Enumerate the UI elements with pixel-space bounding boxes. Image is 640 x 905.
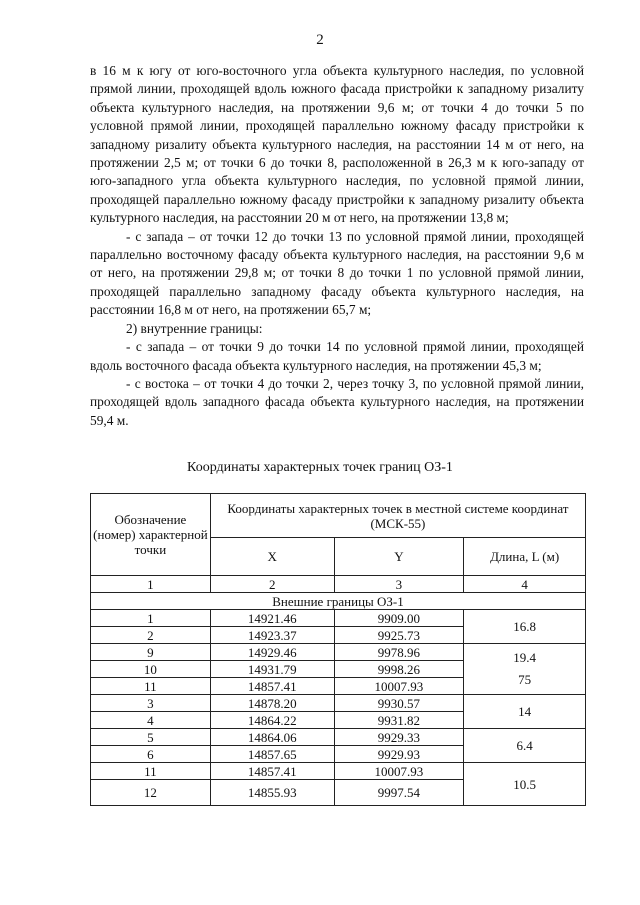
paragraph: 2) внутренние границы: bbox=[126, 320, 263, 336]
column-numbers-row bbox=[91, 576, 586, 593]
point-number: 4 bbox=[91, 712, 211, 729]
table-title: Координаты характерных точек границ ОЗ-1 bbox=[187, 460, 453, 475]
point-number: 5 bbox=[91, 729, 211, 746]
column-number: 1 bbox=[91, 576, 211, 593]
table-row bbox=[91, 763, 586, 780]
table-row bbox=[91, 644, 586, 661]
table-row bbox=[91, 695, 586, 712]
coord-y: 10007.93 bbox=[334, 763, 464, 780]
length-value: 19.4 bbox=[513, 650, 536, 665]
point-number: 11 bbox=[91, 678, 211, 695]
coord-y: 9998.26 bbox=[334, 661, 464, 678]
point-number: 2 bbox=[91, 627, 211, 644]
coord-x: 14857.41 bbox=[210, 763, 334, 780]
coord-x: 14864.06 bbox=[210, 729, 334, 746]
length-cell: 6.4 bbox=[464, 729, 586, 763]
paragraph: - с запада – от точки 9 до точки 14 по условной прямой линии, проходящей вдоль восточного фасада объекта культурного наследия, на протяжении 45,3 м; bbox=[90, 339, 584, 373]
coord-y: 9978.96 bbox=[334, 644, 464, 661]
coordinates-table bbox=[90, 493, 586, 806]
header-x: X bbox=[210, 538, 334, 576]
coord-y: 10007.93 bbox=[334, 678, 464, 695]
coord-y: 9929.93 bbox=[334, 746, 464, 763]
table-row bbox=[91, 610, 586, 627]
coord-x: 14857.65 bbox=[210, 746, 334, 763]
point-number: 9 bbox=[91, 644, 211, 661]
coord-x: 14878.20 bbox=[210, 695, 334, 712]
section-label: Внешние границы ОЗ-1 bbox=[91, 593, 586, 610]
column-number: 2 bbox=[210, 576, 334, 593]
coord-y: 9929.33 bbox=[334, 729, 464, 746]
point-number: 6 bbox=[91, 746, 211, 763]
header-point: Обозначение (номер) характерной точки bbox=[91, 494, 211, 576]
page-number: 2 bbox=[316, 32, 324, 48]
length-cell: 16.8 bbox=[464, 610, 586, 644]
coord-x: 14864.22 bbox=[210, 712, 334, 729]
length-value: 75 bbox=[518, 672, 532, 687]
length-cell bbox=[464, 644, 586, 695]
table-row bbox=[91, 729, 586, 746]
coord-y: 9930.57 bbox=[334, 695, 464, 712]
body-text bbox=[90, 62, 584, 430]
point-number: 12 bbox=[91, 780, 211, 806]
paragraph: в 16 м к югу от юго-восточного угла объекта культурного наследия, по условной прямой линии, проходящей вдоль южного фасада пристройки к западному ризалиту объекта культурного наследия, на протяжении 9,6 м; от точки 4 до точки 5 по условной прямой линии, проходящей параллельно южному фасаду пристройки к западному ризалиту объекта культурного наследия, на расстоянии 14 м от него, на протяжении 2,5 м; от точки 6 до точки 8, расположенной в 26,3 м к юго-западу от юго-западного угла объекта культурного наследия, по условной прямой линии, проходящей параллельно южному фасаду пристройки к западному ризалиту объекта культурного наследия, на расстоянии 20 м от него, на протяжении 13,8 м; bbox=[90, 63, 584, 226]
column-number: 3 bbox=[334, 576, 464, 593]
point-number: 3 bbox=[91, 695, 211, 712]
length-cell: 10.5 bbox=[464, 763, 586, 806]
column-number: 4 bbox=[464, 576, 586, 593]
paragraph: - с запада – от точки 12 до точки 13 по условной прямой линии, проходящей параллельно восточному фасаду объекта культурного наследия, на расстоянии 9,6 м от него, на протяжении 29,8 м; от точки 8 до точки 1 по условной прямой линии, проходящей параллельно западному фасаду объекта культурного наследия, на расстоянии 16,8 м от него, на протяжении 65,7 м; bbox=[90, 228, 584, 318]
length-cell: 14 bbox=[464, 695, 586, 729]
coord-x: 14931.79 bbox=[210, 661, 334, 678]
coord-y: 9909.00 bbox=[334, 610, 464, 627]
paragraph: - с востока – от точки 4 до точки 2, через точку 3, по условной прямой линии, проходящей вдоль западного фасада объекта культурного наследия, на протяжении 59,4 м. bbox=[90, 375, 584, 428]
point-number: 11 bbox=[91, 763, 211, 780]
header-y: Y bbox=[334, 538, 464, 576]
coord-x: 14929.46 bbox=[210, 644, 334, 661]
coord-x: 14921.46 bbox=[210, 610, 334, 627]
coord-y: 9925.73 bbox=[334, 627, 464, 644]
coord-x: 14923.37 bbox=[210, 627, 334, 644]
header-length: Длина, L (м) bbox=[464, 538, 586, 576]
point-number: 1 bbox=[91, 610, 211, 627]
header-coords: Координаты характерных точек в местной системе координат (МСК-55) bbox=[210, 494, 585, 538]
coord-x: 14857.41 bbox=[210, 678, 334, 695]
coord-x: 14855.93 bbox=[210, 780, 334, 806]
coord-y: 9997.54 bbox=[334, 780, 464, 806]
point-number: 10 bbox=[91, 661, 211, 678]
coord-y: 9931.82 bbox=[334, 712, 464, 729]
